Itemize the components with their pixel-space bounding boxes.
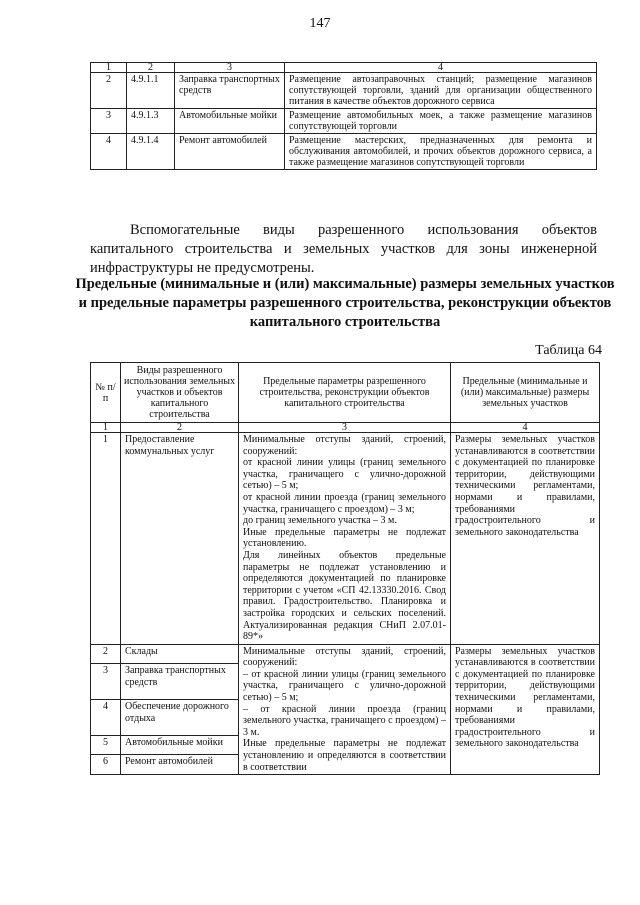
use-code: 4.9.1.4 (127, 134, 175, 170)
section-heading: Предельные (минимальные и (или) максимальные) размеры земельных участков и предельные параметры разрешенного строительства, реконструкции объектов капитального строительства (75, 276, 615, 330)
use-code: 4.9.1.1 (127, 73, 175, 109)
table-header-row (91, 63, 597, 73)
use-name: Заправка транспортных средств (175, 73, 285, 109)
table-number-row (91, 423, 600, 433)
header-use-kind: Виды разрешенного использования земельных участков и объектов капитального строительства (121, 363, 239, 423)
column-number-header: 4 (285, 63, 597, 73)
parameter-line: Иные предельные параметры не подлежат установлению. (243, 526, 446, 550)
row-number: 4 (91, 134, 127, 170)
table-row (91, 73, 597, 109)
parameters-cell (239, 644, 451, 775)
use-description: Размещение автозаправочных станций; размещение магазинов сопутствующей торговли, зданий для организации общественного питания в качестве объектов дорожного сервиса (285, 73, 597, 109)
row-number: 4 (91, 700, 121, 736)
use-name: Ремонт автомобилей (175, 134, 285, 170)
row-number: 1 (91, 433, 121, 645)
row-number: 3 (91, 109, 127, 134)
parameter-line: – от красной линии улицы (границ земельного участка, граничащего с улично-дорожной сетью) – 5 м; (243, 668, 446, 704)
body-paragraph: Вспомогательные виды разрешенного использования объектов капитального строительства и земельных участков для зоны инженерной инфраструктуры не предусмотрены. (90, 221, 597, 276)
column-number: 2 (121, 423, 239, 433)
header-number: № п/п (91, 363, 121, 423)
parameters-cell (239, 433, 451, 645)
use-kind: Обеспечение дорожного отдыха (121, 700, 239, 736)
use-kind: Склады (121, 644, 239, 664)
parameter-line: Иные предельные параметры не подлежат установлению и определяются в соответствии в соответствии (243, 738, 446, 773)
column-number: 3 (239, 423, 451, 433)
row-number: 6 (91, 755, 121, 775)
parameter-line: до границ земельного участка – 3 м. (243, 515, 397, 527)
parameter-line: от красной линии улицы (границ земельного участка, граничащего с улично-дорожной сетью) – 5 м; (243, 457, 446, 492)
row-number: 3 (91, 664, 121, 700)
use-kind: Заправка транспортных средств (121, 664, 239, 700)
header-sizes: Предельные (минимальные и (или) максимальные) размеры земельных участков (451, 363, 600, 423)
parameter-line: Для линейных объектов предельные параметры не подлежат установлению и определяются документацией по планировке территории с учетом «СП 42.13330.2016. Свод правил. Градостроительство. Планировка и застройка городских и сельских поселений. Актуализированная редакция СНиП 2.07.01-89*» (243, 549, 446, 643)
page-number: 147 (309, 16, 331, 31)
table-caption: Таблица 64 (535, 343, 602, 358)
sizes-cell: Размеры земельных участков устанавливаются в соответствии с документацией по планировке территории, действующими техническими регламентами, нормами и правилами, требованиями градостроительного и земельного законодательства (451, 433, 600, 645)
use-description: Размещение мастерских, предназначенных для ремонта и обслуживания автомобилей, и прочих объектов дорожного сервиса, а также размещение магазинов сопутствующей торговли (285, 134, 597, 170)
use-name: Автомобильные мойки (175, 109, 285, 134)
parameter-line: от красной линии проезда (границ земельного участка, граничащего с проездом) – 3 м; (243, 491, 446, 515)
row-number: 2 (91, 644, 121, 664)
table-row (91, 433, 600, 645)
use-description: Размещение автомобильных моек, а также размещение магазинов сопутствующей торговли (285, 109, 597, 134)
table-header-row (91, 363, 600, 423)
column-number-header: 1 (91, 63, 127, 73)
parameter-line: Минимальные отступы зданий, строений, сооружений: (243, 434, 446, 457)
column-number: 4 (451, 423, 600, 433)
column-number-header: 3 (175, 63, 285, 73)
column-number: 1 (91, 423, 121, 433)
row-number: 2 (91, 73, 127, 109)
parameter-line: Минимальные отступы зданий, строений, сооружений: (243, 645, 446, 669)
table-row (91, 644, 600, 664)
land-use-table (90, 62, 597, 170)
use-kind: Автомобильные мойки (121, 735, 239, 755)
use-kind: Ремонт автомобилей (121, 755, 239, 775)
parameters-table (90, 362, 600, 775)
parameter-line: – от красной линии проезда (границ земельного участка, граничащего с проездом) – 3 м. (243, 703, 446, 738)
header-parameters: Предельные параметры разрешенного строительства, реконструкции объектов капитального строительства (239, 363, 451, 423)
use-kind: Предоставление коммунальных услуг (121, 433, 239, 645)
row-number: 5 (91, 735, 121, 755)
column-number-header: 2 (127, 63, 175, 73)
table-row (91, 109, 597, 134)
sizes-cell: Размеры земельных участков устанавливаются в соответствии с документацией по планировке территории, действующими техническими регламентами, нормами и правилами, требованиями градостроительного и земельного законодательства (451, 644, 600, 775)
table-row (91, 134, 597, 170)
use-code: 4.9.1.3 (127, 109, 175, 134)
